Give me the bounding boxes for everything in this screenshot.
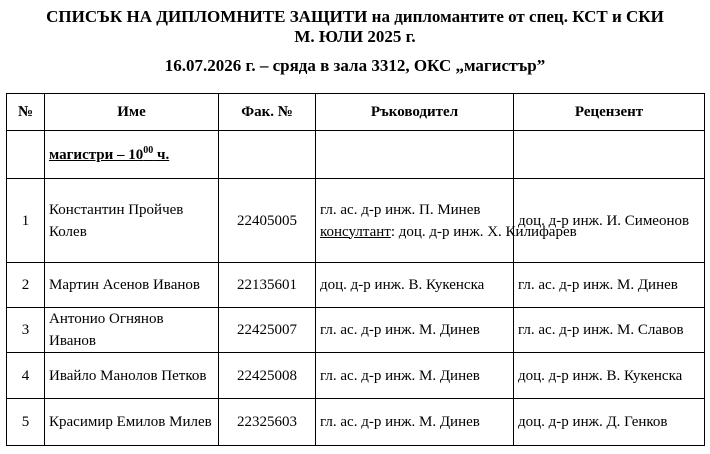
supervisor: гл. ас. д-р инж. М. Динев <box>316 399 514 446</box>
header-reviewer: Рецензент <box>514 94 705 131</box>
student-name: Красимир Емилов Милев <box>45 399 219 446</box>
supervisor: гл. ас. д-р инж. П. Минев <box>320 201 481 218</box>
student-name: Антонио Огнянов Иванов <box>45 308 219 353</box>
faculty-number: 22325603 <box>219 399 316 446</box>
table-row <box>7 353 705 399</box>
table-row <box>7 179 705 263</box>
row-num: 1 <box>7 179 45 263</box>
document-title-line1: СПИСЪК НА ДИПЛОМНИТЕ ЗАЩИТИ на дипломантите от спец. КСТ и СКИ <box>46 7 664 26</box>
faculty-number: 22405005 <box>219 179 316 263</box>
row-num: 4 <box>7 353 45 399</box>
reviewer: доц. д-р инж. В. Кукенска <box>514 353 705 399</box>
supervisor: доц. д-р инж. В. Кукенска <box>316 263 514 308</box>
student-name: Константин Пройчев Колев <box>45 179 219 263</box>
consultant: консултант: доц. д-р инж. Х. Килифарев <box>320 223 577 240</box>
student-name: Мартин Асенов Иванов <box>45 263 219 308</box>
table-row <box>7 308 705 353</box>
table-header-row <box>7 94 705 131</box>
faculty-number: 22425008 <box>219 353 316 399</box>
header-supervisor: Ръководител <box>316 94 514 131</box>
reviewer: гл. ас. д-р инж. М. Динев <box>514 263 705 308</box>
table-row <box>7 399 705 446</box>
document-subtitle: 16.07.2026 г. – сряда в зала 3312, ОКС „магистър” <box>164 56 546 75</box>
reviewer: доц. д-р инж. И. Симеонов <box>514 179 705 263</box>
header-num: № <box>7 94 45 131</box>
row-num: 3 <box>7 308 45 353</box>
section-label: магистри – $10^{00}$ ч. <box>45 131 219 179</box>
supervisor: гл. ас. д-р инж. М. Динев <box>316 353 514 399</box>
header-name: Име <box>45 94 219 131</box>
table-row <box>7 263 705 308</box>
faculty-number: 22425007 <box>219 308 316 353</box>
supervisor: гл. ас. д-р инж. М. Динев <box>316 308 514 353</box>
row-num: 5 <box>7 399 45 446</box>
student-name: Ивайло Манолов Петков <box>45 353 219 399</box>
reviewer: доц. д-р инж. Д. Генков <box>514 399 705 446</box>
header-faculty-number: Фак. № <box>219 94 316 131</box>
row-num: 2 <box>7 263 45 308</box>
section-row <box>7 131 705 179</box>
document-title-line2: М. ЮЛИ 2025 г. <box>294 27 416 46</box>
defense-schedule-table <box>6 93 705 446</box>
reviewer: гл. ас. д-р инж. М. Славов <box>514 308 705 353</box>
supervisor-cell <box>316 179 577 263</box>
faculty-number: 22135601 <box>219 263 316 308</box>
